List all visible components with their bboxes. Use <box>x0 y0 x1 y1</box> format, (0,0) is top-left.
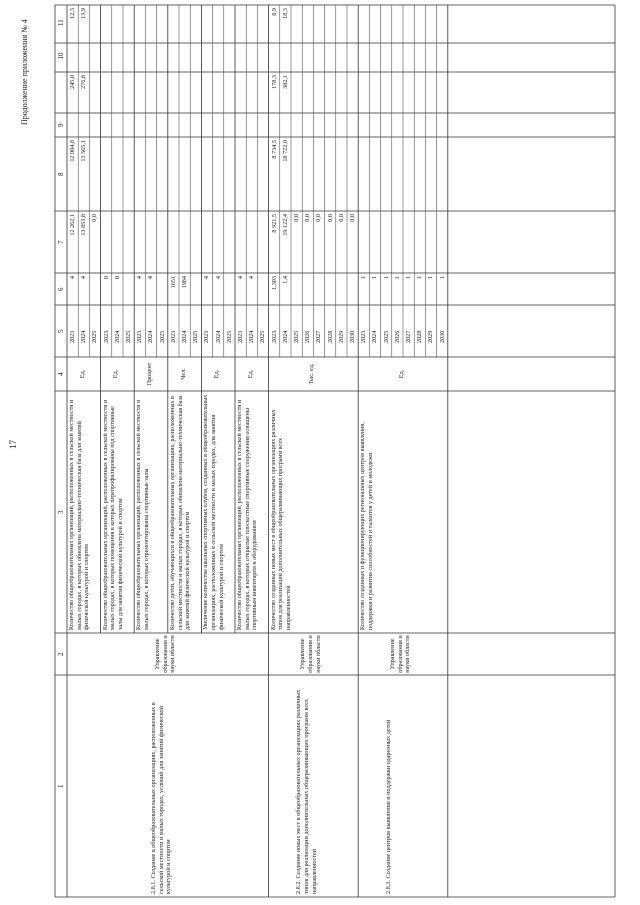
indicator-text: Количество созданных новых мест в общеобразовательных организациях различных типов для реализации дополнительных общеразвивающих программ всех направленностей <box>270 409 292 630</box>
year-cell: 2024 <box>281 330 289 343</box>
year-cell: 2023 <box>237 330 244 343</box>
year-cell: 2029 <box>337 330 345 343</box>
value-cell: 1 <box>427 276 435 280</box>
year-cell: 2024 <box>113 330 121 343</box>
unit-cell: Ед. <box>78 369 86 379</box>
responsible-cell: Управление образования и науки области <box>389 635 412 673</box>
value-cell: 4 <box>80 276 88 280</box>
unit-cell: Процент <box>146 362 153 386</box>
indicator-text: Увеличение количества школьных спортивных клубов, созданных в общеобразовательных организациях, расположенных в сельской местности и малых городах, для занятия физической культурой и спортом <box>203 394 225 630</box>
responsible-cell: Управление образования и науки области <box>153 635 177 673</box>
indicator-text: Количество детей, обучающихся в общеобразовательных организациях, расположенных в сельской местности и малых городах, в которых обновлена материально-техническая база для занятий физической культурой и спортом <box>169 395 192 630</box>
value-cell: 4 <box>248 276 256 280</box>
year-cell: 2025 <box>158 330 166 343</box>
value-cell: 0 <box>113 276 121 280</box>
value-cell: 0,0 <box>91 214 99 222</box>
value-cell: 8,9 <box>270 8 278 16</box>
value-cell: 12 262,1 <box>69 214 76 236</box>
value-cell: 4 <box>214 276 222 280</box>
year-cell: 2025 <box>192 330 200 343</box>
value-cell: 1,303 <box>270 276 278 290</box>
column-number: 6 <box>57 287 65 291</box>
column-number: 2 <box>57 652 65 656</box>
value-cell: 0,0 <box>315 214 323 222</box>
measure-name: 2.8.1. Создание в общеобразовательных организациях, расположенных в сельской местности и малых городах, условий для занятий физической культурой и спортом <box>149 702 173 894</box>
column-number: 7 <box>57 240 65 244</box>
value-cell: 1 <box>438 276 446 280</box>
page-number: 17 <box>8 440 18 449</box>
value-cell: 4 <box>69 276 76 280</box>
column-number: 8 <box>57 172 65 176</box>
unit-cell: Ед. <box>213 369 221 379</box>
value-cell: 4 <box>203 276 211 280</box>
value-cell: 1984 <box>181 276 188 289</box>
year-cell: 2023 <box>69 330 76 343</box>
value-cell: 13,9 <box>80 8 88 19</box>
value-cell: 8 734,5 <box>270 140 278 159</box>
value-cell: 0,0 <box>293 214 300 222</box>
column-number: 1 <box>57 784 65 788</box>
year-cell: 2028 <box>416 330 424 343</box>
measure-name: 2.8.2. Создание новых мест в общеобразовательных организациях различных типов для реализации дополнительных общеразвивающих программ всех направленностей <box>295 689 318 894</box>
year-cell: 2023 <box>102 330 110 343</box>
year-cell: 2025 <box>125 330 132 343</box>
year-cell: 2023 <box>136 330 144 343</box>
value-cell: 1651 <box>169 276 177 289</box>
year-cell: 2024 <box>80 330 88 343</box>
value-cell: 1 <box>393 276 401 280</box>
value-cell: 13 565,1 <box>80 140 88 162</box>
responsible-cell: Управление образования и науки области <box>299 635 322 673</box>
year-cell: 2027 <box>315 330 323 343</box>
value-cell: 8 921,5 <box>270 214 278 233</box>
year-cell: 2025 <box>91 330 99 343</box>
value-cell: 18 722,0 <box>281 140 289 162</box>
year-cell: 2024 <box>147 330 155 343</box>
measure-name: 2.8.3. Создание центров выявления и поддержки одаренных детей <box>385 719 392 894</box>
indicator-text: Количество общеобразовательных организаций, расположенных в сельской местности и малых городах, в которых обновлена материально-техническая база для занятий физической культурой и спортом <box>69 399 91 630</box>
unit-cell: Тыс. ед. <box>308 363 316 385</box>
value-cell: 1 <box>405 276 412 280</box>
indicator-text: Количество общеобразовательных организаций, расположенных в сельской местности и малых городах, в которых помещения в которых перепрофилированы под спортивные залы для занятия физической культурой и спортом <box>102 399 124 630</box>
value-cell: 1 <box>371 276 379 280</box>
unit-cell: Чел. <box>179 368 187 380</box>
year-cell: 2023 <box>203 330 211 343</box>
value-cell: 382,1 <box>281 75 289 89</box>
value-cell: 276,8 <box>80 75 88 89</box>
year-cell: 2030 <box>438 330 446 343</box>
year-cell: 2024 <box>181 330 188 343</box>
column-number: 5 <box>57 329 65 333</box>
value-cell: 178,3 <box>270 75 278 89</box>
indicator-text: Количество созданных и функционирующих региональных центров выявления, поддержки и развития способностей и талантов у детей и молодежи <box>360 422 374 630</box>
year-cell: 2024 <box>214 330 222 343</box>
year-cell: 2025 <box>293 330 300 343</box>
continuation-label: Продолжение приложения № 4 <box>20 19 29 125</box>
column-number: 10 <box>57 52 65 60</box>
unit-cell: Ед. <box>112 369 120 379</box>
value-cell: 4 <box>237 276 244 280</box>
value-cell: 1 <box>382 276 390 280</box>
value-cell: 19 122,4 <box>281 214 289 236</box>
year-cell: 2026 <box>304 330 312 343</box>
unit-cell: Ед. <box>398 369 405 379</box>
year-cell: 2023 <box>270 330 278 343</box>
value-cell: 1,4 <box>281 276 289 284</box>
value-cell: 18,3 <box>281 8 289 19</box>
year-cell: 2025 <box>382 330 390 343</box>
column-number: 11 <box>57 19 65 26</box>
value-cell: 4 <box>136 276 144 280</box>
value-cell: 12,3 <box>69 8 76 19</box>
value-cell: 0 <box>102 276 110 280</box>
year-cell: 2023 <box>169 330 177 343</box>
indicator-text: Количество общеобразовательных организаций, расположенных в сельской местности и малых городах, в которых открытые плоскостные спортивные сооружения оснащены спортивным инвентарем и оборудованием <box>237 399 259 630</box>
year-cell: 2023 <box>360 330 368 343</box>
year-cell: 2029 <box>427 330 435 343</box>
year-cell: 2024 <box>248 330 256 343</box>
value-cell: 0,0 <box>349 214 356 222</box>
value-cell: 13 853,8 <box>80 214 88 236</box>
year-cell: 2024 <box>371 330 379 343</box>
indicator-text: Количество общеобразовательных организаций, расположенных в сельской местности и малых городах, в которых отремонтированы спортивные залы <box>136 399 150 630</box>
year-cell: 2027 <box>405 330 412 343</box>
value-cell: 4 <box>147 276 155 280</box>
year-cell: 2028 <box>326 330 334 343</box>
column-number: 4 <box>57 372 65 376</box>
value-cell: 0,0 <box>304 214 312 222</box>
year-cell: 2030 <box>349 330 356 343</box>
value-cell: 1 <box>416 276 424 280</box>
value-cell: 0,0 <box>337 214 345 222</box>
year-cell: 2025 <box>259 330 267 343</box>
column-number: 3 <box>57 510 65 514</box>
value-cell: 0,0 <box>326 214 334 222</box>
year-cell: 2026 <box>393 330 401 343</box>
value-cell: 1 <box>360 276 368 280</box>
year-cell: 2025 <box>225 330 233 343</box>
value-cell: 245,0 <box>69 75 76 89</box>
unit-cell: Ед. <box>246 369 254 379</box>
column-number: 9 <box>57 123 65 127</box>
value-cell: 12 004,8 <box>69 140 76 162</box>
